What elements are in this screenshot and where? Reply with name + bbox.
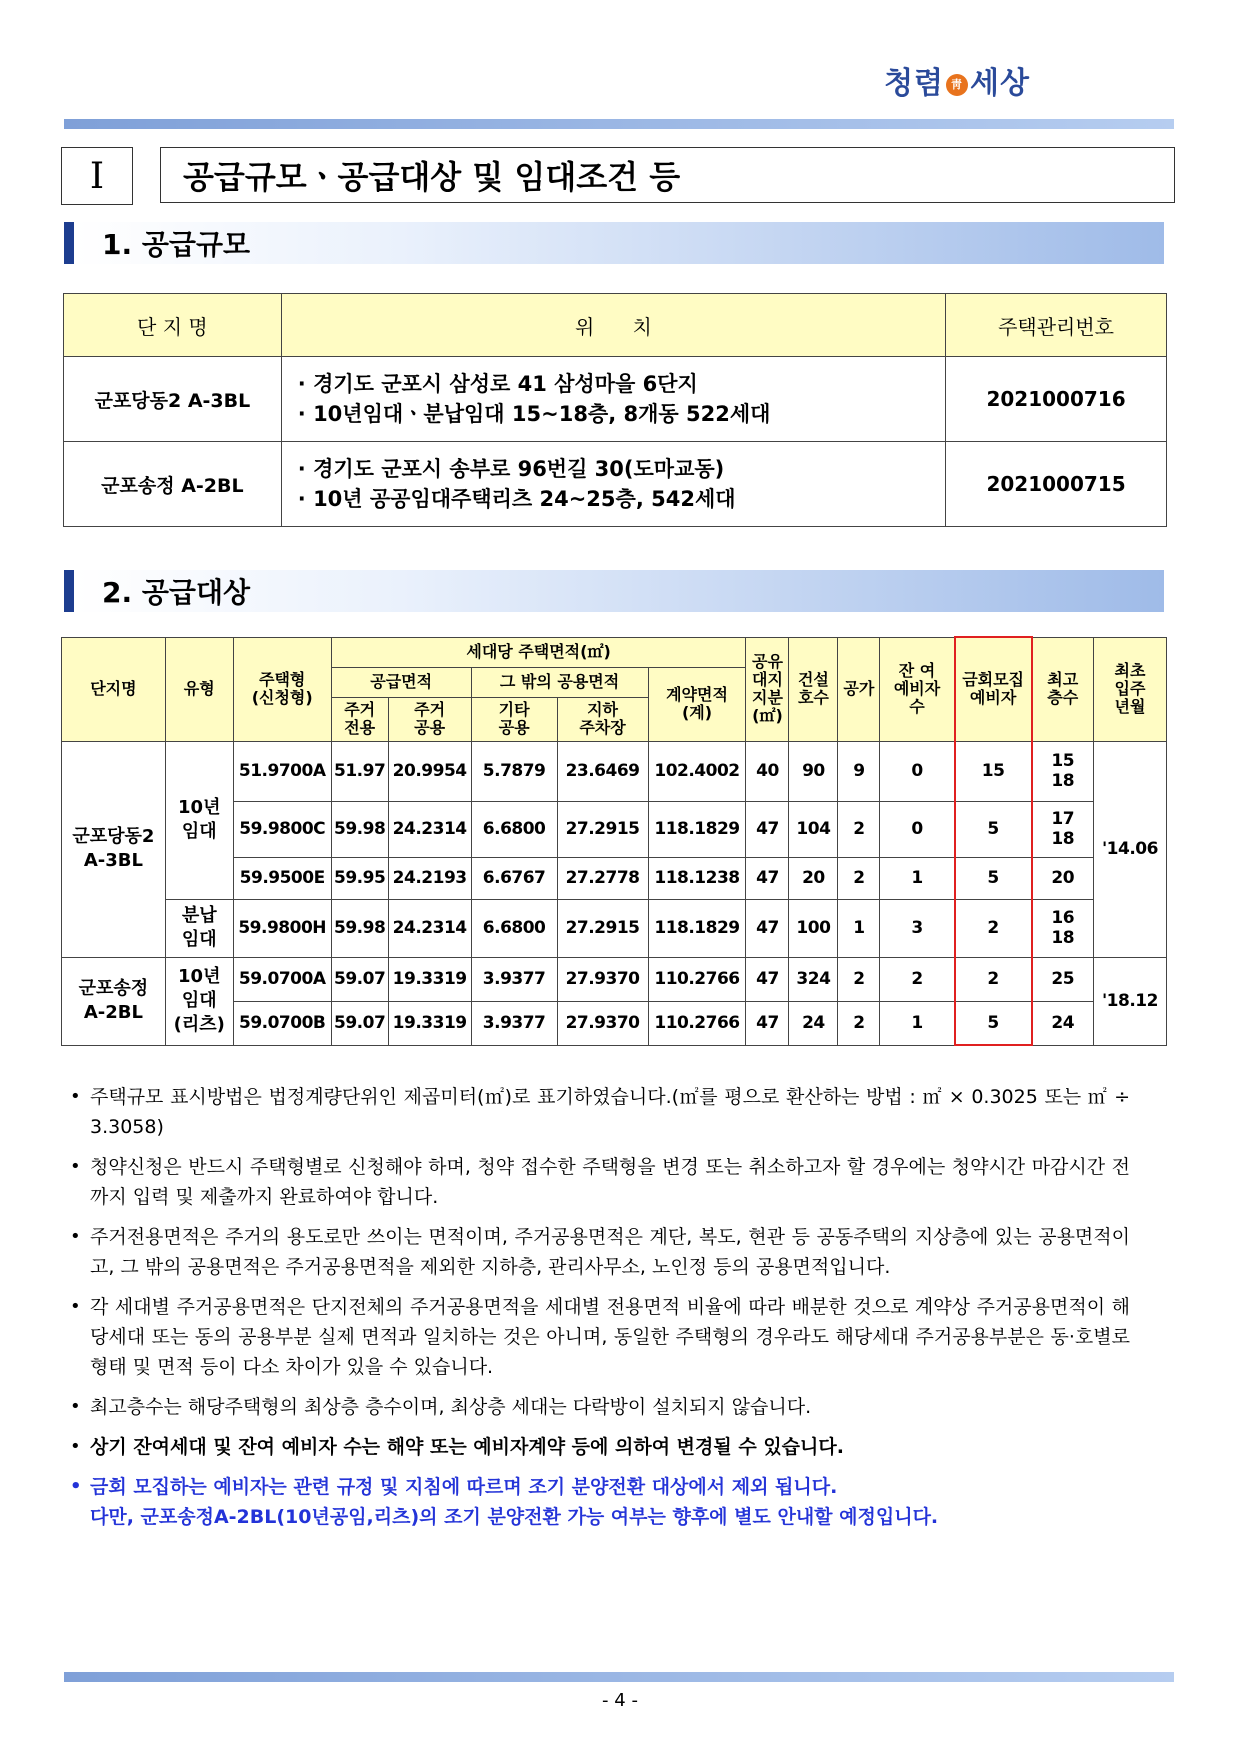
col-contract-area xyxy=(648,667,746,741)
header-text: 예비자 xyxy=(969,688,1017,708)
cell: 47 xyxy=(746,899,789,957)
col-other-area: 그 밖의 공용면적 xyxy=(471,667,648,697)
logo xyxy=(884,58,1030,102)
cell: 24.2193 xyxy=(388,857,471,899)
header-text: 기타 xyxy=(498,700,530,719)
cell: 2 xyxy=(955,899,1032,957)
supply-scale-table xyxy=(63,293,1167,527)
cell: 2 xyxy=(955,957,1032,1001)
note-item xyxy=(70,1392,1130,1422)
cell: 51.9700A xyxy=(233,741,331,801)
cell-text: 16 xyxy=(1051,908,1075,928)
cell: 102.4002 xyxy=(648,741,746,801)
cell-text: 15 xyxy=(1051,751,1075,771)
header-text: 호수 xyxy=(797,688,829,707)
cell: 15 xyxy=(955,741,1032,801)
type-cell xyxy=(165,899,233,957)
col-supply-area: 공급면적 xyxy=(331,667,471,697)
complex-name: 군포송정 A-2BL xyxy=(64,442,282,527)
cell: 3.9377 xyxy=(471,1001,557,1045)
header-text: (㎡) xyxy=(752,706,783,725)
cell: 6.6800 xyxy=(471,899,557,957)
bullet-icon: • xyxy=(70,1476,82,1497)
cell: 27.2915 xyxy=(557,899,648,957)
cell: 5.7879 xyxy=(471,741,557,801)
cell: 3 xyxy=(880,899,955,957)
cell-text: (리츠) xyxy=(173,1014,225,1035)
table-row xyxy=(62,899,1167,957)
logo-mark: 靑 xyxy=(946,74,968,96)
type-cell xyxy=(165,741,233,899)
header-text: 공유 xyxy=(752,652,783,671)
col-house-type xyxy=(233,637,331,741)
note-text: 주거전용면적은 주거의 용도로만 쓰이는 면적이며, 주거공용면적은 계단, 복도, 현관 등 공동주택의 지상층에 있는 공용면적이고, 그 밖의 공용면적은 주거공용면적을 제외한 지하층, 관리사무소, 노인정 등의 공용면적입니다. xyxy=(90,1226,1130,1278)
bottom-bar xyxy=(64,1672,1174,1682)
section-number: Ⅰ xyxy=(61,147,133,205)
cell: 110.2766 xyxy=(648,1001,746,1045)
logo-text-right: 세상 xyxy=(970,66,1030,101)
cell: 3.9377 xyxy=(471,957,557,1001)
supply-target-table xyxy=(61,636,1167,1046)
cell: 59.9800C xyxy=(233,801,331,857)
cell: 2 xyxy=(838,801,880,857)
cell: 27.9370 xyxy=(557,1001,648,1045)
header-text: 주택형 xyxy=(259,670,306,689)
header-text: 최고 xyxy=(1047,670,1079,689)
cell: 19.3319 xyxy=(388,1001,471,1045)
col-common xyxy=(388,697,471,741)
cell-text: 10년 xyxy=(178,966,221,987)
housing-number: 2021000716 xyxy=(946,357,1167,442)
cell-text: 군포송정 xyxy=(78,978,149,999)
table-row xyxy=(62,741,1167,801)
col-danji: 단지명 xyxy=(62,637,166,741)
cell: 59.07 xyxy=(331,957,388,1001)
note-item xyxy=(70,1222,1130,1282)
cell: 51.97 xyxy=(331,741,388,801)
note-item xyxy=(70,1432,1130,1462)
cell-text: 임대 xyxy=(181,929,217,950)
move-in-date: '18.12 xyxy=(1093,957,1166,1045)
header-text: (신청형) xyxy=(251,688,313,707)
col-etc-common xyxy=(471,697,557,741)
note-text: 청약신청은 반드시 주택형별로 신청해야 하며, 청약 접수한 주택형을 변경 또는 취소하고자 할 경우에는 청약시간 마감시간 전까지 입력 및 제출까지 완료하여야 합니다. xyxy=(90,1156,1130,1208)
cell: 5 xyxy=(955,801,1032,857)
cell: 24 xyxy=(1032,1001,1094,1045)
note-line: 다만, 군포송정A-2BL(10년공임,리츠)의 조기 분양전환 가능 여부는 향후에 별도 안내할 예정입니다. xyxy=(90,1506,939,1528)
cell: 1 xyxy=(838,899,880,957)
page-number: - 4 - xyxy=(602,1690,638,1711)
col-exclusive xyxy=(331,697,388,741)
cell: 24.2314 xyxy=(388,801,471,857)
header-text: 입주 xyxy=(1114,679,1146,698)
cell: 5 xyxy=(955,857,1032,899)
cell: 1 xyxy=(880,857,955,899)
col-land-share xyxy=(746,637,789,741)
note-text: 각 세대별 주거공용면적은 단지전체의 주거공용면적을 세대별 전용면적 비율에 따라 배분한 것으로 계약상 주거공용면적이 해당세대 또는 동의 공용부분 실제 면적과 일치하는 것은 아니며, 동일한 주택형의 경우라도 해당세대 주거공용부분은 동·호별로 형태 및 면적 등이 다소 차이가 있을 수 있습니다. xyxy=(90,1296,1130,1378)
cell: 20.9954 xyxy=(388,741,471,801)
cell: 40 xyxy=(746,741,789,801)
bullet-icon: • xyxy=(70,1436,81,1457)
col-type: 유형 xyxy=(165,637,233,741)
cell-text: 18 xyxy=(1051,928,1075,948)
cell: 27.2915 xyxy=(557,801,648,857)
header-text: 계약면적 xyxy=(666,685,728,704)
cell: 59.0700B xyxy=(233,1001,331,1045)
subsection-heading-2: 2. 공급대상 xyxy=(64,570,1164,612)
header-text: 건설 xyxy=(797,670,829,689)
cell: 2 xyxy=(880,957,955,1001)
note-text xyxy=(90,1472,1130,1532)
header-text: 주거 xyxy=(344,700,376,719)
header-text: 금회모집 xyxy=(962,670,1025,690)
cell xyxy=(1032,801,1094,857)
cell: 59.95 xyxy=(331,857,388,899)
header-cell: 단 지 명 xyxy=(64,294,282,357)
col-reserve xyxy=(955,637,1032,741)
bullet-icon: • xyxy=(70,1296,81,1317)
header-cell: 주택관리번호 xyxy=(946,294,1167,357)
cell: 47 xyxy=(746,957,789,1001)
cell: 2 xyxy=(838,957,880,1001)
note-text: 상기 잔여세대 및 잔여 예비자 수는 해약 또는 예비자계약 등에 의하여 변경될 수 있습니다. xyxy=(90,1436,844,1458)
cell xyxy=(1032,899,1094,957)
col-remaining xyxy=(880,637,955,741)
cell: 59.9800H xyxy=(233,899,331,957)
cell-text: 임대 xyxy=(181,821,217,842)
housing-number: 2021000715 xyxy=(946,442,1167,527)
cell-text: 10년 xyxy=(178,797,221,818)
cell: 47 xyxy=(746,1001,789,1045)
cell: 2 xyxy=(838,1001,880,1045)
cell: 104 xyxy=(789,801,838,857)
note-item xyxy=(70,1292,1130,1382)
note-text: 주택규모 표시방법은 법정계량단위인 제곱미터(㎡)로 표기하였습니다.(㎡를 평으로 환산하는 방법 : ㎡ × 0.3025 또는 ㎡ ÷ 3.3058) xyxy=(90,1086,1130,1138)
location-line: · 경기도 군포시 삼성로 41 삼성마을 6단지 xyxy=(297,372,698,396)
cell: 90 xyxy=(789,741,838,801)
header-text: (계) xyxy=(681,703,713,722)
cell: 19.3319 xyxy=(388,957,471,1001)
header-text: 공용 xyxy=(498,718,530,737)
header-text: 예비자 xyxy=(893,679,941,698)
cell: 110.2766 xyxy=(648,957,746,1001)
col-first-move xyxy=(1093,637,1166,741)
cell: 59.98 xyxy=(331,801,388,857)
cell-text: 18 xyxy=(1051,771,1075,791)
cell: 27.9370 xyxy=(557,957,648,1001)
cell-text: 군포당동2 xyxy=(72,826,155,847)
cell: 118.1238 xyxy=(648,857,746,899)
cell: 1 xyxy=(880,1001,955,1045)
cell: 5 xyxy=(955,1001,1032,1045)
col-units xyxy=(789,637,838,741)
note-text: 최고층수는 해당주택형의 최상층 층수이며, 최상층 세대는 다락방이 설치되지 않습니다. xyxy=(90,1396,812,1418)
col-area-group: 세대당 주택면적(㎡) xyxy=(331,637,746,667)
cell-text: A-2BL xyxy=(83,1002,143,1023)
complex-name: 군포당동2 A-3BL xyxy=(64,357,282,442)
note-line: 금회 모집하는 예비자는 관련 규정 및 지침에 따르며 조기 분양전환 대상에서 제외 됩니다. xyxy=(90,1476,838,1498)
cell: 47 xyxy=(746,801,789,857)
cell: 6.6767 xyxy=(471,857,557,899)
cell: 59.0700A xyxy=(233,957,331,1001)
cell: 20 xyxy=(1032,857,1094,899)
table-row xyxy=(62,957,1167,1001)
bullet-icon: • xyxy=(70,1396,81,1417)
header-text: 잔 여 xyxy=(898,661,936,680)
complex-name xyxy=(62,741,166,957)
header-text: 주차장 xyxy=(579,718,626,737)
location-cell xyxy=(281,442,945,527)
cell: 9 xyxy=(838,741,880,801)
cell: 100 xyxy=(789,899,838,957)
header-text: 최초 xyxy=(1114,661,1146,680)
table-header-row xyxy=(64,294,1167,357)
type-cell xyxy=(165,957,233,1045)
cell: 0 xyxy=(880,741,955,801)
cell: 59.98 xyxy=(331,899,388,957)
location-line: · 경기도 군포시 송부로 96번길 30(도마교동) xyxy=(297,457,725,481)
cell: 47 xyxy=(746,857,789,899)
cell: 59.07 xyxy=(331,1001,388,1045)
logo-text-left: 청렴 xyxy=(884,66,945,101)
col-parking xyxy=(557,697,648,741)
cell-text: A-3BL xyxy=(83,850,143,871)
cell: 118.1829 xyxy=(648,899,746,957)
location-line: · 10년임대ㆍ분납임대 15~18층, 8개동 522세대 xyxy=(297,402,771,426)
table-row xyxy=(64,357,1167,442)
header-text: 수 xyxy=(909,697,925,716)
header-row xyxy=(62,637,1167,667)
header-cell: 위 치 xyxy=(281,294,945,357)
cell-text: 17 xyxy=(1051,809,1075,829)
move-in-date: '14.06 xyxy=(1093,741,1166,957)
notes-list xyxy=(70,1082,1130,1532)
header-text: 년월 xyxy=(1114,697,1146,716)
cell-text: 분납 xyxy=(181,905,217,926)
header-text: 층수 xyxy=(1047,688,1079,707)
top-bar xyxy=(64,119,1174,129)
cell: 324 xyxy=(789,957,838,1001)
cell xyxy=(1032,741,1094,801)
header-text: 지하 xyxy=(587,700,618,719)
bullet-icon: • xyxy=(70,1086,81,1107)
cell: 59.9500E xyxy=(233,857,331,899)
cell: 27.2778 xyxy=(557,857,648,899)
cell-text: 임대 xyxy=(181,990,217,1011)
section-title: 공급규모ㆍ공급대상 및 임대조건 등 xyxy=(160,147,1175,203)
cell: 6.6800 xyxy=(471,801,557,857)
cell: 0 xyxy=(880,801,955,857)
header-text: 공용 xyxy=(414,718,446,737)
location-line: · 10년 공공임대주택리츠 24~25층, 542세대 xyxy=(297,487,736,511)
header-text: 대지 xyxy=(752,670,783,689)
subsection-heading-1: 1. 공급규모 xyxy=(64,222,1164,264)
note-item xyxy=(70,1152,1130,1212)
note-item xyxy=(70,1082,1130,1142)
table-row xyxy=(64,442,1167,527)
col-top-floor xyxy=(1032,637,1094,741)
bullet-icon: • xyxy=(70,1156,81,1177)
cell: 25 xyxy=(1032,957,1094,1001)
bullet-icon: • xyxy=(70,1226,81,1247)
cell: 20 xyxy=(789,857,838,899)
cell: 24.2314 xyxy=(388,899,471,957)
header-text: 지분 xyxy=(752,688,783,707)
note-item xyxy=(70,1472,1130,1532)
col-empty: 공가 xyxy=(838,637,880,741)
header-text: 주거 xyxy=(414,700,446,719)
header-text: 전용 xyxy=(344,718,376,737)
location-cell xyxy=(281,357,945,442)
complex-name xyxy=(62,957,166,1045)
cell: 118.1829 xyxy=(648,801,746,857)
cell: 24 xyxy=(789,1001,838,1045)
cell-text: 18 xyxy=(1051,829,1075,849)
cell: 23.6469 xyxy=(557,741,648,801)
cell: 2 xyxy=(838,857,880,899)
